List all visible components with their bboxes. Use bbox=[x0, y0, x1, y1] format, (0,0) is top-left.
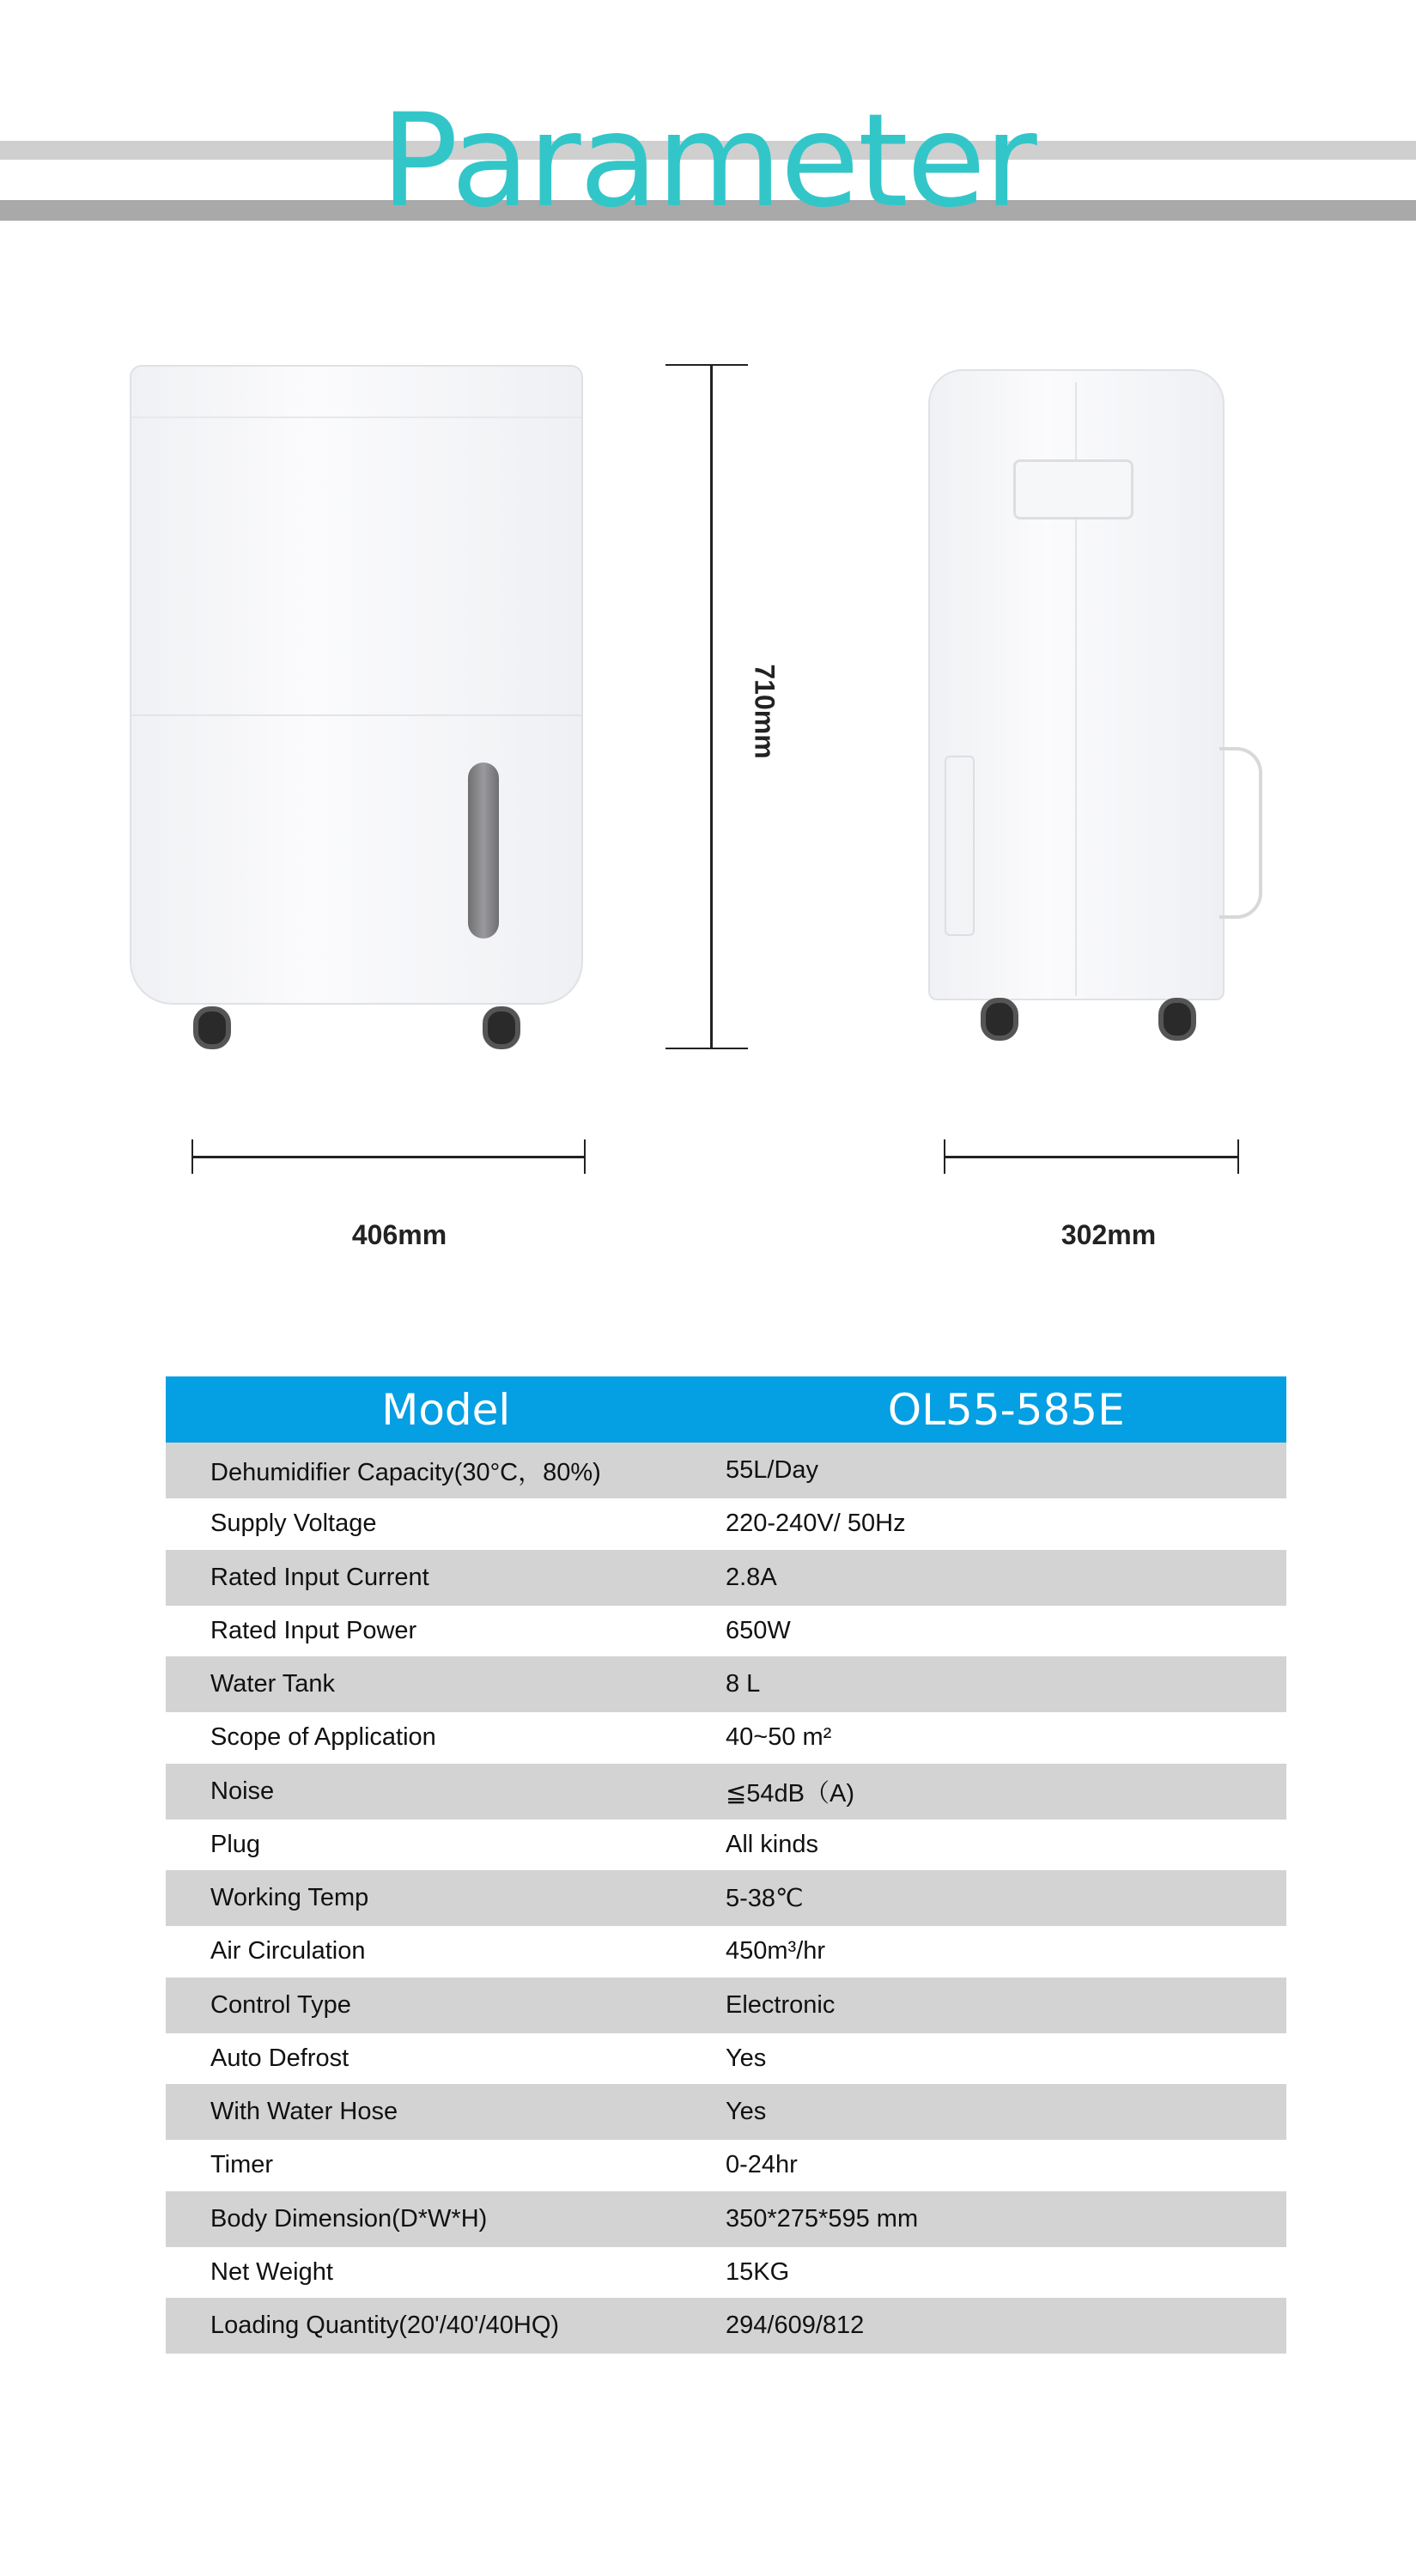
spec-label: Rated Input Power bbox=[210, 1616, 417, 1644]
spec-value: 40~50 m² bbox=[726, 1723, 832, 1752]
header-label: Model bbox=[381, 1384, 511, 1435]
table-row bbox=[166, 2140, 1286, 2191]
spec-label: Rated Input Current bbox=[210, 1563, 429, 1591]
table-row bbox=[166, 1656, 1286, 1712]
width-dimension-line bbox=[192, 1156, 585, 1158]
water-level-window bbox=[468, 762, 499, 939]
spec-value: Electronic bbox=[726, 1990, 836, 2019]
spec-value: 0-24hr bbox=[726, 2151, 798, 2179]
spec-label: Control Type bbox=[210, 1990, 351, 2019]
spec-label: Body Dimension(D*W*H) bbox=[210, 2204, 488, 2233]
spec-value: 294/609/812 bbox=[726, 2312, 865, 2339]
spec-label: Timer bbox=[210, 2151, 274, 2179]
table-row bbox=[166, 1978, 1286, 2033]
table-row bbox=[166, 1820, 1286, 1871]
dimension-tick bbox=[584, 1139, 586, 1174]
power-cord bbox=[1219, 747, 1262, 919]
header-model: OL55-585E bbox=[887, 1384, 1125, 1435]
table-row bbox=[166, 2298, 1286, 2354]
spec-value: 350*275*595 mm bbox=[726, 2204, 919, 2233]
height-label: 710mm bbox=[749, 664, 781, 759]
width-label: 406mm bbox=[351, 1219, 447, 1250]
table-row bbox=[166, 2033, 1286, 2085]
table-row bbox=[166, 1764, 1286, 1820]
spec-value: 650W bbox=[726, 1616, 791, 1644]
spec-value: 5-38℃ bbox=[726, 1885, 804, 1912]
page-title: Parameter bbox=[380, 87, 1036, 236]
side-tank-panel bbox=[945, 756, 975, 936]
dimension-tick bbox=[191, 1139, 193, 1174]
spec-label: Supply Voltage bbox=[210, 1510, 377, 1538]
spec-label: Dehumidifier Capacity(30°C，80%) bbox=[210, 1459, 601, 1486]
table-row bbox=[166, 1926, 1286, 1978]
spec-label: Water Tank bbox=[210, 1670, 336, 1698]
depth-label: 302mm bbox=[1060, 1219, 1157, 1250]
spec-value: 450m³/hr bbox=[726, 1937, 826, 1965]
spec-label: With Water Hose bbox=[210, 2098, 398, 2125]
table-row bbox=[166, 1712, 1286, 1764]
table-row bbox=[166, 1870, 1286, 1926]
spec-label: Loading Quantity(20'/40'/40HQ) bbox=[210, 2312, 560, 2339]
side-handle bbox=[1013, 459, 1133, 519]
wheel-icon bbox=[1158, 998, 1196, 1041]
wheel-icon bbox=[193, 1006, 231, 1049]
spec-label: Scope of Application bbox=[210, 1723, 436, 1752]
spec-label: Net Weight bbox=[210, 2257, 333, 2286]
spec-label: Plug bbox=[210, 1830, 261, 1858]
table-row bbox=[166, 2084, 1286, 2140]
spec-value: 15KG bbox=[726, 2257, 790, 2286]
front-tank-seam bbox=[131, 714, 581, 716]
table-row bbox=[166, 2247, 1286, 2299]
wheel-icon bbox=[981, 998, 1018, 1041]
spec-label: Working Temp bbox=[210, 1884, 369, 1911]
spec-label: Auto Defrost bbox=[210, 2044, 349, 2072]
spec-value: 8 L bbox=[726, 1670, 761, 1698]
dehumidifier-front-body bbox=[130, 365, 583, 1005]
dimension-tick bbox=[665, 1048, 748, 1049]
spec-value: 220-240V/ 50Hz bbox=[726, 1510, 906, 1538]
dimension-tick bbox=[665, 364, 748, 366]
spec-value: Yes bbox=[726, 2098, 767, 2125]
wheel-icon bbox=[483, 1006, 520, 1049]
height-dimension-line bbox=[710, 365, 713, 1049]
spec-table bbox=[166, 1376, 1286, 2354]
spec-label: Noise bbox=[210, 1777, 275, 1805]
spec-value: ≦54dB（A) bbox=[726, 1779, 855, 1807]
table-row bbox=[166, 1606, 1286, 1657]
dimension-tick bbox=[944, 1139, 945, 1174]
table-row bbox=[166, 1443, 1286, 1498]
table-row bbox=[166, 2191, 1286, 2247]
spec-value: 55L/Day bbox=[726, 1456, 819, 1484]
table-header bbox=[166, 1376, 1286, 1443]
spec-label: Air Circulation bbox=[210, 1937, 366, 1965]
depth-dimension-line bbox=[945, 1156, 1238, 1158]
table-row bbox=[166, 1498, 1286, 1550]
dimension-tick bbox=[1237, 1139, 1239, 1174]
spec-value: 2.8A bbox=[726, 1563, 777, 1591]
table-row bbox=[166, 1550, 1286, 1606]
spec-value: All kinds bbox=[726, 1830, 818, 1858]
front-top-seam bbox=[131, 416, 581, 418]
spec-value: Yes bbox=[726, 2044, 767, 2072]
